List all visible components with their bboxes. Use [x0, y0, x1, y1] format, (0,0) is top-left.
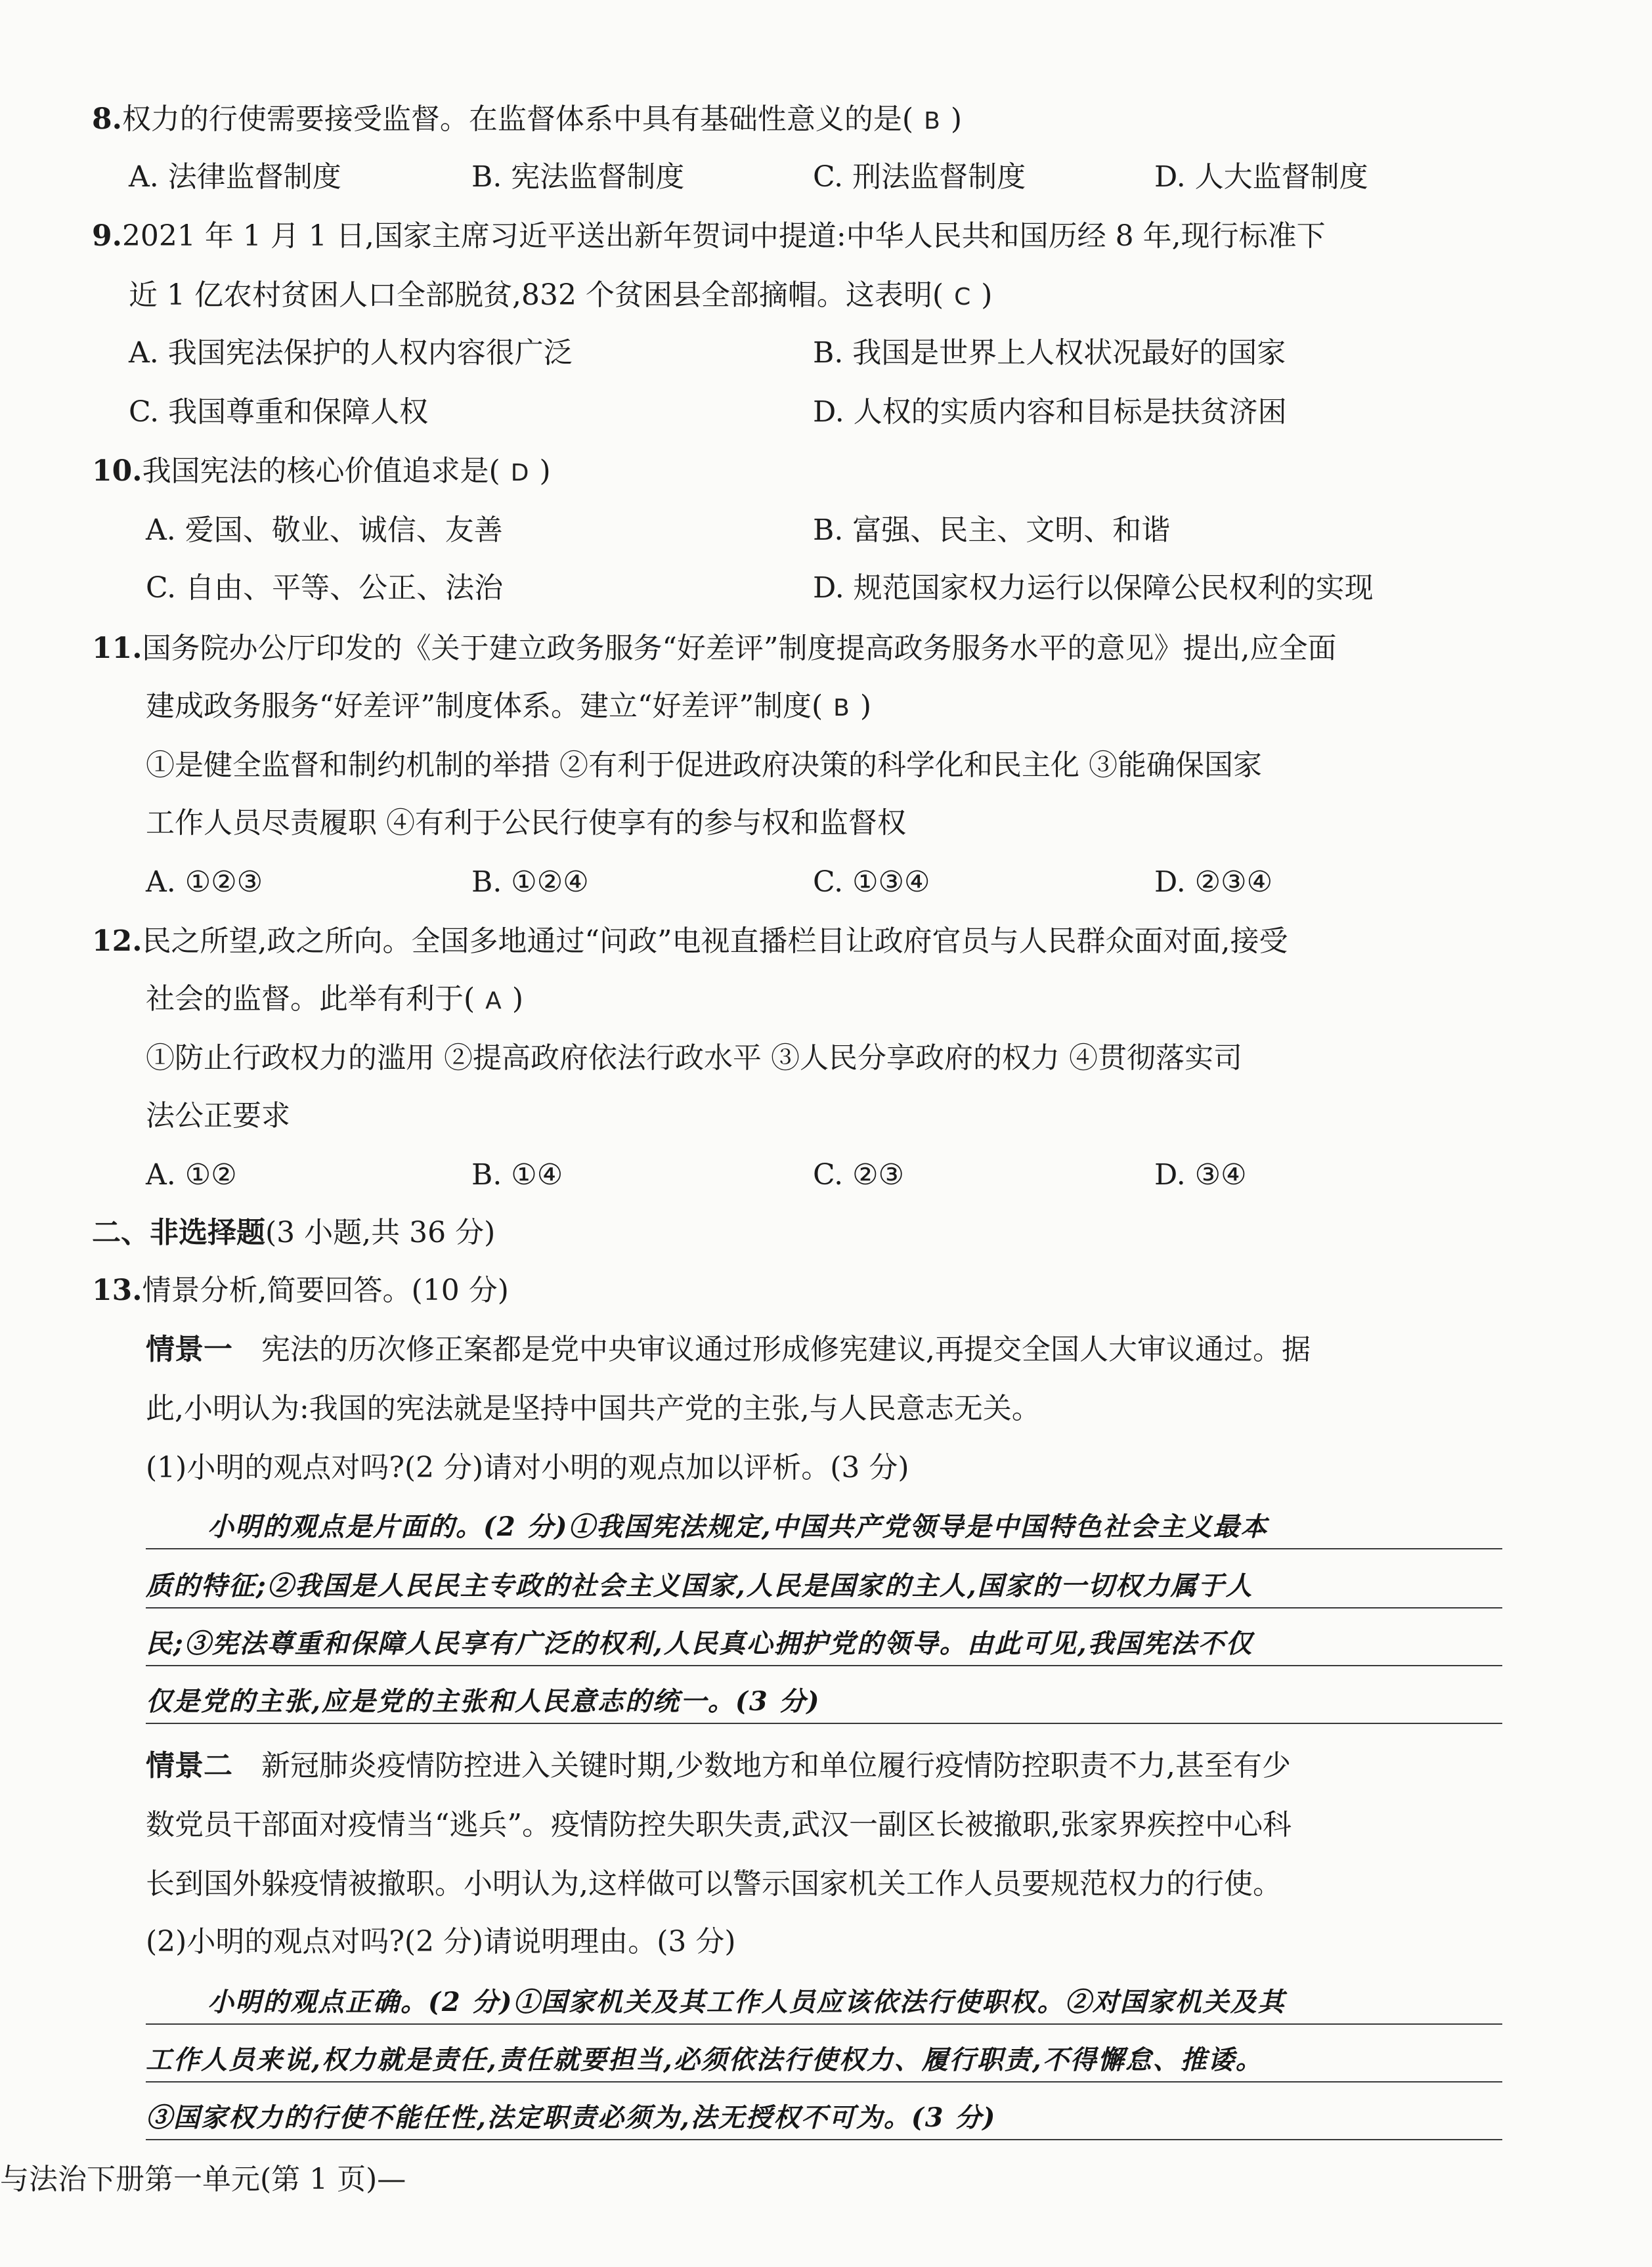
question-number: 11.: [92, 632, 142, 665]
question-11-stem-line2: [146, 687, 871, 728]
option-b: B. 宪法监督制度: [471, 160, 685, 194]
bracket-close: ): [859, 689, 872, 723]
scene-label: 情景二: [146, 1749, 232, 1782]
section-heading: [92, 1213, 495, 1253]
question-number: 12.: [92, 924, 142, 958]
bracket-close: ): [511, 982, 523, 1016]
option-d: D. 人大监督制度: [1154, 160, 1368, 194]
answer-mark: A: [485, 987, 502, 1014]
question-10-stem: [92, 452, 551, 493]
question-13-stem: [92, 1271, 509, 1310]
question-9-stem-line2: [129, 276, 992, 317]
handwritten-answer-2-line2: 工作人员来说,权力就是责任,责任就要担当,必须依法行使权力、履行职责,不得懈怠、推诿。: [146, 2044, 1263, 2075]
question-number: 13.: [92, 1274, 142, 1307]
option-c: C. 自由、平等、公正、法治: [146, 571, 504, 605]
question-12-stem-line2: [146, 980, 523, 1021]
question-text: 民之所望,政之所向。全国多地通过“问政”电视直播栏目让政府官员与人民群众面对面,接受: [142, 924, 1288, 958]
bracket-close: ): [981, 278, 993, 312]
option-a: A. ①②③: [146, 865, 263, 899]
question-8-stem: [92, 100, 962, 141]
option-a: A. ①②: [146, 1158, 237, 1192]
section-title: 二、非选择题: [92, 1216, 265, 1249]
answer-mark: C: [954, 284, 971, 311]
question-9-stem-line1: [92, 217, 1326, 256]
handwritten-answer-1-line3: 民;③宪法尊重和保障人民享有广泛的权利,人民真心拥护党的领导。由此可见,我国宪法不仅: [146, 1628, 1253, 1659]
option-c: C. 我国尊重和保障人权: [129, 395, 429, 429]
answer-mark: B: [833, 695, 850, 722]
option-c: C. ②③: [813, 1158, 904, 1192]
answer-rule: [146, 2139, 1502, 2140]
scene-text: 新冠肺炎疫情防控进入关键时期,少数地方和单位履行疫情防控职责不力,甚至有少: [261, 1749, 1291, 1782]
question-text: 国务院办公厅印发的《关于建立政务服务“好差评”制度提高政务服务水平的意见》提出,应全面: [142, 632, 1337, 665]
option-d: D. 人权的实质内容和目标是扶贫济困: [813, 395, 1287, 429]
question-text: 2021 年 1 月 1 日,国家主席习近平送出新年贺词中提道:中华人民共和国历经 8 年,现行标准下: [121, 219, 1326, 253]
question-text: 近 1 亿农村贫困人口全部脱贫,832 个贫困县全部摘帽。这表明(: [129, 278, 944, 312]
option-c: C. 刑法监督制度: [813, 160, 1026, 194]
answer-mark: D: [510, 460, 529, 486]
scene-1-line2: 此,小明认为:我国的宪法就是坚持中国共产党的主张,与人民意志无关。: [146, 1392, 1041, 1425]
handwritten-answer-2-line3: ③国家权力的行使不能任性,法定职责必须为,法无授权不可为。(3 分): [146, 2102, 997, 2133]
answer-rule: [146, 1665, 1502, 1666]
option-d: D. ②③④: [1154, 865, 1273, 899]
question-text: 建成政务服务“好差评”制度体系。建立“好差评”制度(: [146, 689, 823, 723]
option-b: B. 我国是世界上人权状况最好的国家: [813, 336, 1286, 370]
answer-rule: [146, 1607, 1502, 1608]
question-number: 8.: [92, 102, 122, 136]
scene-text: 宪法的历次修正案都是党中央审议通过形成修宪建议,再提交全国人大审议通过。据: [261, 1333, 1311, 1366]
answer-rule: [146, 2081, 1502, 2083]
question-11-stem-line1: [92, 629, 1337, 668]
question-12-stem-line1: [92, 922, 1288, 961]
scene-1-line1: [146, 1330, 1311, 1370]
option-a: A. 法律监督制度: [129, 160, 341, 194]
answer-mark: B: [924, 108, 940, 135]
option-b: B. ①④: [471, 1158, 563, 1192]
answer-rule: [146, 2023, 1502, 2025]
scene-2-line3: 长到国外躲疫情被撤职。小明认为,这样做可以警示国家机关工作人员要规范权力的行使。: [146, 1867, 1282, 1901]
option-d: D. ③④: [1154, 1158, 1247, 1192]
option-a: A. 我国宪法保护的人权内容很广泛: [129, 336, 573, 370]
option-d: D. 规范国家权力运行以保障公民权利的实现: [813, 571, 1374, 605]
option-b: B. ①②④: [471, 865, 589, 899]
bracket-close: ): [539, 454, 551, 488]
section-note: (3 小题,共 36 分): [265, 1216, 496, 1249]
handwritten-answer-2-line1: 小明的观点正确。(2 分)①国家机关及其工作人员应该依法行使职权。②对国家机关及其: [207, 1987, 1286, 2018]
question-text: 权力的行使需要接受监督。在监督体系中具有基础性意义的是(: [121, 102, 914, 136]
question-11-statements-line1: ①是健全监督和制约机制的举措 ②有利于促进政府决策的科学化和民主化 ③能确保国家: [146, 748, 1262, 782]
question-number: 9.: [92, 219, 122, 253]
sub-question-2: (2)小明的观点对吗?(2 分)请说明理由。(3 分): [146, 1925, 736, 1958]
option-b: B. 富强、民主、文明、和谐: [813, 513, 1171, 547]
question-text: 我国宪法的核心价值追求是(: [142, 454, 500, 488]
scene-2-line1: [146, 1746, 1291, 1786]
handwritten-answer-1-line4: 仅是党的主张,应是党的主张和人民意志的统一。(3 分): [146, 1686, 821, 1717]
page-footer: 与法治下册第一单元(第 1 页)—: [0, 2163, 406, 2196]
question-12-statements-line1: ①防止行政权力的滥用 ②提高政府依法行政水平 ③人民分享政府的权力 ④贯彻落实司: [146, 1041, 1242, 1075]
question-number: 10.: [92, 454, 142, 488]
option-c: C. ①③④: [813, 865, 930, 899]
handwritten-answer-1-line1: 小明的观点是片面的。(2 分)①我国宪法规定,中国共产党领导是中国特色社会主义最本: [207, 1511, 1269, 1542]
question-12-statements-line2: 法公正要求: [146, 1099, 290, 1133]
question-text: 社会的监督。此举有利于(: [146, 982, 475, 1016]
question-11-statements-line2: 工作人员尽责履职 ④有利于公民行使享有的参与权和监督权: [146, 806, 906, 840]
answer-rule: [146, 1548, 1502, 1549]
scene-2-line2: 数党员干部面对疫情当“逃兵”。疫情防控失职失责,武汉一副区长被撤职,张家界疾控中心科: [146, 1808, 1292, 1842]
question-text: 情景分析,简要回答。(10 分): [142, 1274, 509, 1307]
option-a: A. 爱国、敬业、诚信、友善: [146, 513, 503, 547]
bracket-close: ): [950, 102, 962, 136]
sub-question-1: (1)小明的观点对吗?(2 分)请对小明的观点加以评析。(3 分): [146, 1451, 909, 1484]
handwritten-answer-1-line2: 质的特征;②我国是人民民主专政的社会主义国家,人民是国家的主人,国家的一切权力属于人: [146, 1570, 1253, 1601]
scene-label: 情景一: [146, 1333, 232, 1366]
answer-rule: [146, 1723, 1502, 1724]
